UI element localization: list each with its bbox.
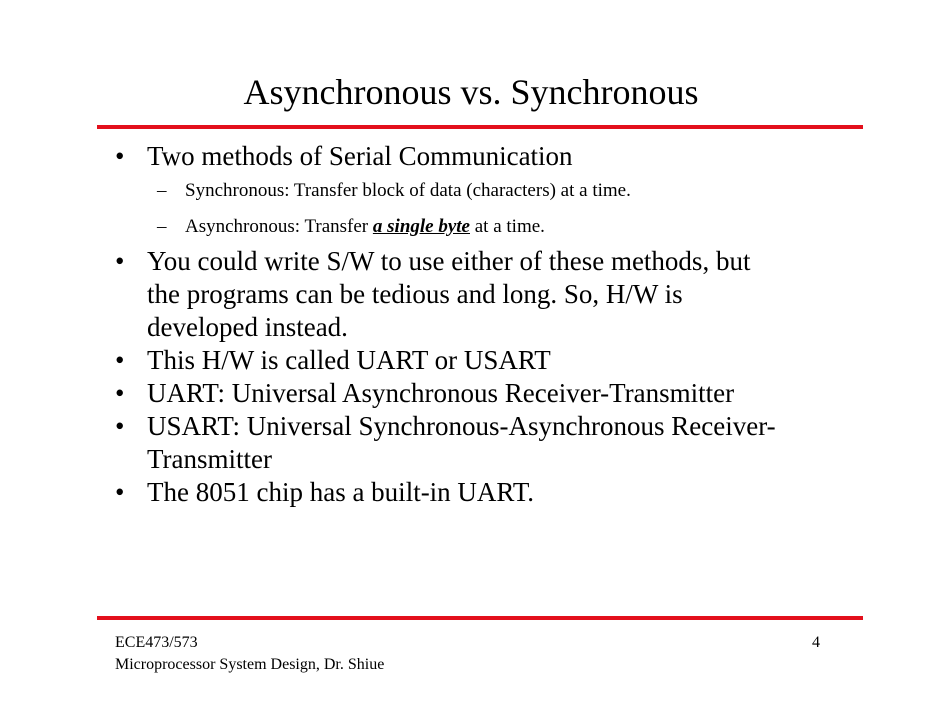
sub-bullet-text-start: Asynchronous: Transfer xyxy=(185,216,369,237)
bullet-line: developed instead. xyxy=(147,312,348,342)
page-number: 4 xyxy=(812,634,820,651)
slide-body xyxy=(115,140,855,509)
bullet-line: Transmitter xyxy=(147,444,273,474)
bullet-item xyxy=(115,140,855,173)
dash-icon: – xyxy=(157,180,167,201)
footer-divider xyxy=(97,616,863,620)
bullet-line: the programs can be tedious and long. So, H/W is xyxy=(147,279,683,309)
sub-bullet-text: Synchronous: Transfer block of data (characters) at a time. xyxy=(185,180,631,201)
footer-left xyxy=(115,632,384,676)
bullet-icon: • xyxy=(115,411,125,441)
bullet-line: You could write S/W to use either of these methods, but xyxy=(147,246,751,276)
bullet-text: UART: Universal Asynchronous Receiver-Transmitter xyxy=(147,378,735,408)
sub-bullet-text-end: at a time. xyxy=(474,216,545,237)
bullet-text: This H/W is called UART or USART xyxy=(147,345,551,375)
sub-bullet-item xyxy=(115,173,855,209)
bullet-item xyxy=(115,377,855,410)
course-code: ECE473/573 xyxy=(115,634,198,651)
bullet-item xyxy=(115,410,855,476)
bullet-icon: • xyxy=(115,477,125,507)
bullet-icon: • xyxy=(115,378,125,408)
bullet-text: Two methods of Serial Communication xyxy=(147,141,573,171)
bullet-item xyxy=(115,245,855,344)
sub-bullet-item xyxy=(115,209,855,245)
bullet-text: The 8051 chip has a built-in UART. xyxy=(147,477,535,507)
bullet-line: USART: Universal Synchronous-Asynchronous Receiver- xyxy=(147,411,776,441)
title-divider xyxy=(97,125,863,129)
course-title: Microprocessor System Design, Dr. Shiue xyxy=(115,656,385,673)
bullet-icon: • xyxy=(115,345,125,375)
bullet-icon: • xyxy=(115,141,125,171)
dash-icon: – xyxy=(157,216,167,237)
bullet-item xyxy=(115,476,855,509)
slide-title: Asynchronous vs. Synchronous xyxy=(243,72,699,112)
bullet-icon: • xyxy=(115,246,125,276)
emphasized-text: a single byte xyxy=(372,216,470,237)
bullet-item xyxy=(115,344,855,377)
